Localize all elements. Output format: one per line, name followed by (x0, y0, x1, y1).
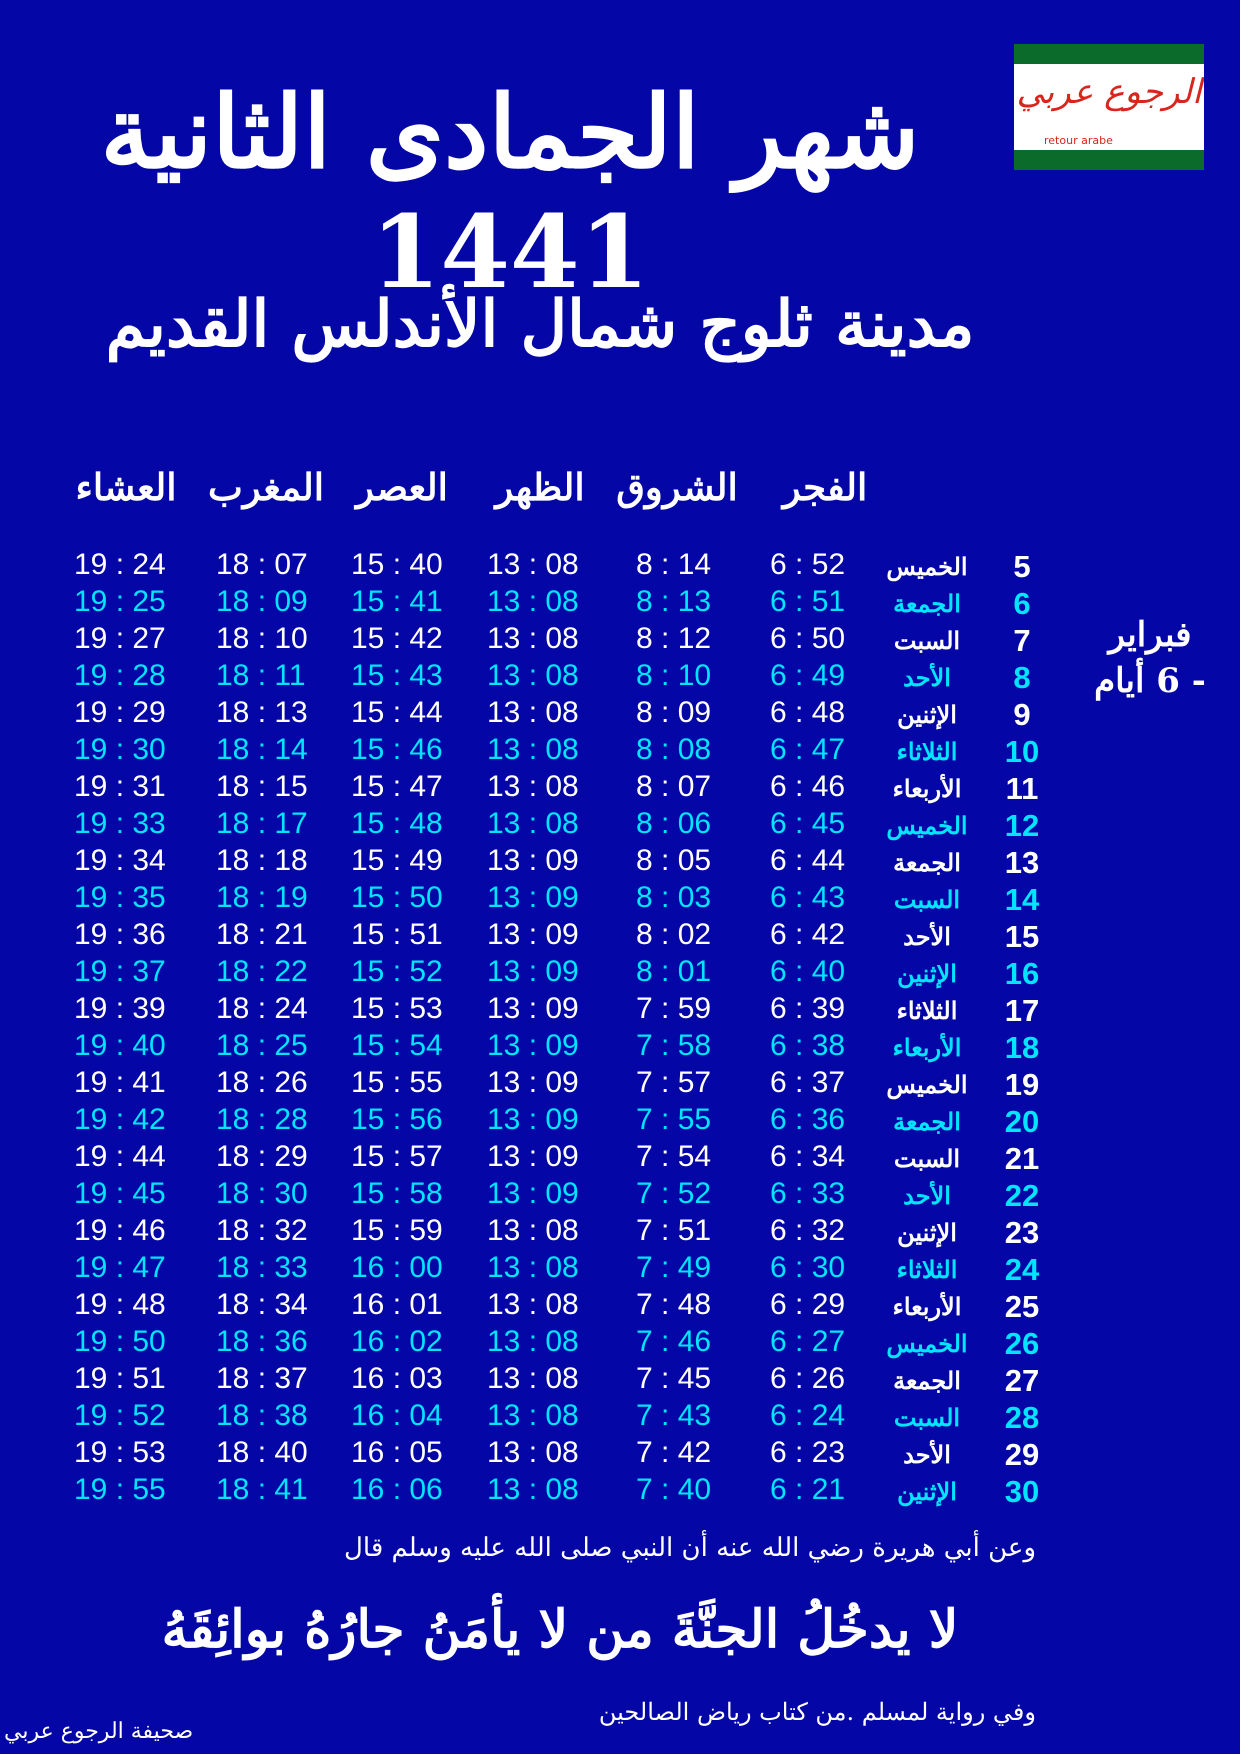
hijri-day-number: 23 (1004, 1215, 1040, 1250)
weekday-name: الثلاثاء (896, 1255, 958, 1284)
table-row (0, 731, 1240, 768)
hadith-source: وفي رواية لمسلم .من كتاب رياض الصالحين (598, 1698, 1036, 1726)
header-maghrib: المغرب (207, 465, 325, 509)
time-asr: 15 : 48 (351, 807, 443, 840)
time-dhuhr: 13 : 09 (487, 918, 579, 951)
time-maghrib: 18 : 28 (216, 1103, 308, 1136)
table-row (0, 1101, 1240, 1138)
time-asr: 16 : 03 (351, 1362, 443, 1395)
time-asr: 15 : 46 (351, 733, 443, 766)
time-fajr: 6 : 36 (770, 1103, 846, 1136)
time-isha: 19 : 31 (74, 770, 166, 803)
time-isha: 19 : 42 (74, 1103, 166, 1136)
weekday-name: الثلاثاء (896, 737, 958, 766)
time-maghrib: 18 : 40 (216, 1436, 308, 1469)
hijri-day-number: 11 (1005, 771, 1039, 806)
time-fajr: 6 : 40 (770, 955, 846, 988)
page-title: شهر الجمادى الثانية 1441 (100, 73, 920, 311)
weekday-name: الأحد (903, 1440, 951, 1469)
weekday-name: الخميس (886, 1329, 968, 1358)
time-shuruq: 8 : 06 (636, 807, 712, 840)
time-isha: 19 : 55 (74, 1473, 166, 1506)
time-asr: 15 : 59 (351, 1214, 443, 1247)
time-asr: 15 : 41 (351, 585, 443, 618)
time-dhuhr: 13 : 09 (487, 1066, 579, 1099)
time-shuruq: 7 : 40 (636, 1473, 712, 1506)
table-row (0, 768, 1240, 805)
time-maghrib: 18 : 18 (216, 844, 308, 877)
weekday-name: الإثنين (897, 1218, 957, 1247)
table-row (0, 1360, 1240, 1397)
time-maghrib: 18 : 34 (216, 1288, 308, 1321)
gregorian-month: فبراير (1108, 615, 1192, 655)
time-isha: 19 : 39 (74, 992, 166, 1025)
time-isha: 19 : 52 (74, 1399, 166, 1432)
table-row (0, 620, 1240, 657)
hijri-day-number: 5 (1013, 549, 1031, 584)
time-shuruq: 8 : 03 (636, 881, 712, 914)
hijri-day-number: 22 (1004, 1178, 1040, 1213)
time-isha: 19 : 44 (74, 1140, 166, 1173)
time-dhuhr: 13 : 08 (487, 770, 579, 803)
time-maghrib: 18 : 29 (216, 1140, 308, 1173)
time-shuruq: 8 : 10 (636, 659, 712, 692)
time-maghrib: 18 : 13 (216, 696, 308, 729)
time-maghrib: 18 : 17 (216, 807, 308, 840)
time-shuruq: 7 : 45 (636, 1362, 712, 1395)
header-isha: العشاء (75, 465, 177, 509)
time-isha: 19 : 35 (74, 881, 166, 914)
hadith-intro: وعن أبي هريرة رضي الله عنه أن النبي صلى الله عليه وسلم قال (344, 1533, 1036, 1563)
time-maghrib: 18 : 30 (216, 1177, 308, 1210)
time-isha: 19 : 25 (74, 585, 166, 618)
column-headers (0, 462, 1240, 512)
table-row (0, 1027, 1240, 1064)
time-dhuhr: 13 : 09 (487, 955, 579, 988)
header-asr: العصر (356, 465, 448, 509)
time-fajr: 6 : 51 (770, 585, 846, 618)
hijri-day-number: 19 (1004, 1067, 1040, 1102)
hijri-day-number: 27 (1004, 1363, 1040, 1398)
time-shuruq: 7 : 57 (636, 1066, 712, 1099)
time-dhuhr: 13 : 09 (487, 1103, 579, 1136)
table-row (0, 916, 1240, 953)
time-isha: 19 : 29 (74, 696, 166, 729)
time-asr: 15 : 57 (351, 1140, 443, 1173)
time-shuruq: 7 : 51 (636, 1214, 712, 1247)
time-dhuhr: 13 : 08 (487, 585, 579, 618)
time-dhuhr: 13 : 08 (487, 1251, 579, 1284)
time-shuruq: 7 : 59 (636, 992, 712, 1025)
time-shuruq: 7 : 55 (636, 1103, 712, 1136)
time-asr: 15 : 50 (351, 881, 443, 914)
time-dhuhr: 13 : 08 (487, 1325, 579, 1358)
hijri-day-number: 16 (1004, 956, 1040, 991)
time-shuruq: 8 : 07 (636, 770, 712, 803)
time-fajr: 6 : 33 (770, 1177, 846, 1210)
logo-top-stripe (1014, 44, 1204, 64)
hijri-day-number: 6 (1013, 586, 1031, 621)
time-isha: 19 : 48 (74, 1288, 166, 1321)
time-maghrib: 18 : 26 (216, 1066, 308, 1099)
table-row (0, 546, 1240, 583)
hijri-day-number: 24 (1004, 1252, 1040, 1287)
time-maghrib: 18 : 10 (216, 622, 308, 655)
city-subtitle: مدينة ثلوج شمال الأندلس القديم (105, 287, 975, 362)
time-asr: 15 : 47 (351, 770, 443, 803)
time-isha: 19 : 51 (74, 1362, 166, 1395)
time-maghrib: 18 : 22 (216, 955, 308, 988)
time-dhuhr: 13 : 09 (487, 1140, 579, 1173)
table-row (0, 805, 1240, 842)
time-dhuhr: 13 : 08 (487, 1362, 579, 1395)
time-fajr: 6 : 21 (770, 1473, 846, 1506)
time-isha: 19 : 53 (74, 1436, 166, 1469)
time-maghrib: 18 : 38 (216, 1399, 308, 1432)
table-row (0, 842, 1240, 879)
hijri-day-number: 17 (1004, 993, 1040, 1028)
time-maghrib: 18 : 21 (216, 918, 308, 951)
time-fajr: 6 : 45 (770, 807, 846, 840)
time-asr: 15 : 51 (351, 918, 443, 951)
time-isha: 19 : 34 (74, 844, 166, 877)
time-asr: 16 : 02 (351, 1325, 443, 1358)
table-row (0, 1397, 1240, 1434)
weekday-name: الجمعة (893, 1366, 961, 1395)
time-asr: 15 : 49 (351, 844, 443, 877)
time-fajr: 6 : 47 (770, 733, 846, 766)
time-isha: 19 : 41 (74, 1066, 166, 1099)
time-shuruq: 8 : 14 (636, 548, 712, 581)
time-maghrib: 18 : 19 (216, 881, 308, 914)
time-fajr: 6 : 26 (770, 1362, 846, 1395)
hijri-day-number: 21 (1004, 1141, 1040, 1176)
hijri-day-number: 12 (1004, 808, 1040, 843)
time-fajr: 6 : 49 (770, 659, 846, 692)
time-shuruq: 8 : 12 (636, 622, 712, 655)
time-shuruq: 8 : 08 (636, 733, 712, 766)
time-fajr: 6 : 52 (770, 548, 846, 581)
table-row (0, 1138, 1240, 1175)
time-fajr: 6 : 48 (770, 696, 846, 729)
time-shuruq: 8 : 01 (636, 955, 712, 988)
time-fajr: 6 : 42 (770, 918, 846, 951)
time-shuruq: 7 : 52 (636, 1177, 712, 1210)
time-asr: 15 : 53 (351, 992, 443, 1025)
time-isha: 19 : 27 (74, 622, 166, 655)
time-maghrib: 18 : 15 (216, 770, 308, 803)
weekday-name: الجمعة (893, 848, 961, 877)
hijri-day-number: 30 (1004, 1474, 1040, 1509)
time-dhuhr: 13 : 08 (487, 1399, 579, 1432)
time-maghrib: 18 : 37 (216, 1362, 308, 1395)
time-fajr: 6 : 39 (770, 992, 846, 1025)
time-shuruq: 8 : 13 (636, 585, 712, 618)
time-asr: 15 : 55 (351, 1066, 443, 1099)
newspaper-credit: صحيفة الرجوع عربي (4, 1719, 194, 1744)
weekday-name: الأربعاء (892, 1033, 962, 1062)
hijri-day-number: 8 (1013, 660, 1031, 695)
time-isha: 19 : 47 (74, 1251, 166, 1284)
table-row (0, 879, 1240, 916)
time-dhuhr: 13 : 08 (487, 1436, 579, 1469)
weekday-name: الأحد (903, 1181, 951, 1210)
hijri-day-number: 28 (1004, 1400, 1040, 1435)
header-dhuhr: الظهر (495, 465, 585, 509)
time-fajr: 6 : 23 (770, 1436, 846, 1469)
weekday-name: الجمعة (893, 589, 961, 618)
weekday-name: الإثنين (897, 959, 957, 988)
time-dhuhr: 13 : 08 (487, 696, 579, 729)
time-isha: 19 : 33 (74, 807, 166, 840)
time-fajr: 6 : 24 (770, 1399, 846, 1432)
weekday-name: السبت (893, 1144, 961, 1173)
time-maghrib: 18 : 36 (216, 1325, 308, 1358)
table-row (0, 1212, 1240, 1249)
weekday-name: السبت (893, 1403, 961, 1432)
weekday-name: السبت (893, 885, 961, 914)
header-fajr: الفجر (782, 465, 868, 509)
weekday-name: الإثنين (897, 1477, 957, 1506)
time-asr: 15 : 52 (351, 955, 443, 988)
time-isha: 19 : 40 (74, 1029, 166, 1062)
weekday-name: الجمعة (893, 1107, 961, 1136)
time-maghrib: 18 : 25 (216, 1029, 308, 1062)
logo-latin-text: retour arabe (1044, 134, 1113, 147)
time-dhuhr: 13 : 08 (487, 659, 579, 692)
time-shuruq: 7 : 48 (636, 1288, 712, 1321)
table-row (0, 1471, 1240, 1508)
time-isha: 19 : 24 (74, 548, 166, 581)
time-asr: 15 : 56 (351, 1103, 443, 1136)
table-row (0, 1323, 1240, 1360)
time-dhuhr: 13 : 08 (487, 1473, 579, 1506)
time-asr: 16 : 00 (351, 1251, 443, 1284)
time-maghrib: 18 : 24 (216, 992, 308, 1025)
time-dhuhr: 13 : 08 (487, 733, 579, 766)
hijri-day-number: 14 (1004, 882, 1040, 917)
hijri-day-number: 10 (1004, 734, 1040, 769)
table-row (0, 1286, 1240, 1323)
time-dhuhr: 13 : 08 (487, 1214, 579, 1247)
time-shuruq: 7 : 42 (636, 1436, 712, 1469)
weekday-name: الخميس (886, 552, 968, 581)
hijri-day-number: 20 (1004, 1104, 1040, 1139)
time-maghrib: 18 : 33 (216, 1251, 308, 1284)
time-fajr: 6 : 27 (770, 1325, 846, 1358)
time-asr: 15 : 44 (351, 696, 443, 729)
hijri-day-number: 18 (1004, 1030, 1040, 1065)
weekday-name: السبت (893, 626, 961, 655)
time-shuruq: 7 : 54 (636, 1140, 712, 1173)
time-dhuhr: 13 : 09 (487, 1177, 579, 1210)
time-asr: 15 : 40 (351, 548, 443, 581)
time-maghrib: 18 : 14 (216, 733, 308, 766)
time-maghrib: 18 : 32 (216, 1214, 308, 1247)
time-shuruq: 7 : 58 (636, 1029, 712, 1062)
time-maghrib: 18 : 09 (216, 585, 308, 618)
hijri-day-number: 26 (1004, 1326, 1040, 1361)
time-fajr: 6 : 30 (770, 1251, 846, 1284)
header-shuruq: الشروق (616, 465, 738, 509)
time-asr: 15 : 54 (351, 1029, 443, 1062)
table-row (0, 1434, 1240, 1471)
time-shuruq: 8 : 09 (636, 696, 712, 729)
time-fajr: 6 : 43 (770, 881, 846, 914)
time-dhuhr: 13 : 09 (487, 1029, 579, 1062)
logo-bottom-stripe (1014, 150, 1204, 170)
time-isha: 19 : 45 (74, 1177, 166, 1210)
weekday-name: الأحد (903, 922, 951, 951)
time-asr: 15 : 43 (351, 659, 443, 692)
time-asr: 16 : 04 (351, 1399, 443, 1432)
table-row (0, 1249, 1240, 1286)
table-row (0, 1175, 1240, 1212)
time-fajr: 6 : 32 (770, 1214, 846, 1247)
time-asr: 16 : 01 (351, 1288, 443, 1321)
weekday-name: الثلاثاء (896, 996, 958, 1025)
day-offset: - 6 أيام (1094, 661, 1206, 701)
time-dhuhr: 13 : 08 (487, 548, 579, 581)
table-row (0, 1064, 1240, 1101)
time-shuruq: 7 : 49 (636, 1251, 712, 1284)
time-dhuhr: 13 : 09 (487, 844, 579, 877)
time-isha: 19 : 36 (74, 918, 166, 951)
time-maghrib: 18 : 11 (216, 659, 306, 692)
hadith-text: لا يدخُلُ الجنَّةَ من لا يأمَنُ جارُهُ بوائِقَهُ (161, 1599, 959, 1660)
time-dhuhr: 13 : 08 (487, 807, 579, 840)
weekday-name: الأحد (903, 663, 951, 692)
time-shuruq: 8 : 02 (636, 918, 712, 951)
time-fajr: 6 : 50 (770, 622, 846, 655)
time-asr: 15 : 42 (351, 622, 443, 655)
table-row (0, 657, 1240, 694)
time-isha: 19 : 37 (74, 955, 166, 988)
time-maghrib: 18 : 07 (216, 548, 308, 581)
hijri-day-number: 15 (1004, 919, 1040, 954)
time-fajr: 6 : 34 (770, 1140, 846, 1173)
time-shuruq: 8 : 05 (636, 844, 712, 877)
weekday-name: الأربعاء (892, 774, 962, 803)
hijri-day-number: 25 (1004, 1289, 1040, 1324)
weekday-name: الخميس (886, 1070, 968, 1099)
hijri-day-number: 9 (1013, 697, 1031, 732)
time-fajr: 6 : 29 (770, 1288, 846, 1321)
newspaper-logo (1014, 44, 1204, 170)
weekday-name: الأربعاء (892, 1292, 962, 1321)
time-isha: 19 : 30 (74, 733, 166, 766)
time-asr: 15 : 58 (351, 1177, 443, 1210)
time-fajr: 6 : 37 (770, 1066, 846, 1099)
time-dhuhr: 13 : 09 (487, 992, 579, 1025)
time-isha: 19 : 28 (74, 659, 166, 692)
time-shuruq: 7 : 46 (636, 1325, 712, 1358)
time-fajr: 6 : 38 (770, 1029, 846, 1062)
time-asr: 16 : 05 (351, 1436, 443, 1469)
hijri-day-number: 29 (1004, 1437, 1040, 1472)
time-maghrib: 18 : 41 (216, 1473, 308, 1506)
hijri-day-number: 7 (1013, 623, 1031, 658)
weekday-name: الخميس (886, 811, 968, 840)
time-shuruq: 7 : 43 (636, 1399, 712, 1432)
table-row (0, 694, 1240, 731)
hijri-day-number: 13 (1004, 845, 1040, 880)
time-fajr: 6 : 44 (770, 844, 846, 877)
table-row (0, 583, 1240, 620)
time-isha: 19 : 46 (74, 1214, 166, 1247)
time-dhuhr: 13 : 09 (487, 881, 579, 914)
time-dhuhr: 13 : 08 (487, 622, 579, 655)
logo-arabic-text: الرجوع عربي (1016, 72, 1202, 112)
table-row (0, 953, 1240, 990)
time-isha: 19 : 50 (74, 1325, 166, 1358)
time-fajr: 6 : 46 (770, 770, 846, 803)
weekday-name: الإثنين (897, 700, 957, 729)
time-asr: 16 : 06 (351, 1473, 443, 1506)
table-row (0, 990, 1240, 1027)
time-dhuhr: 13 : 08 (487, 1288, 579, 1321)
